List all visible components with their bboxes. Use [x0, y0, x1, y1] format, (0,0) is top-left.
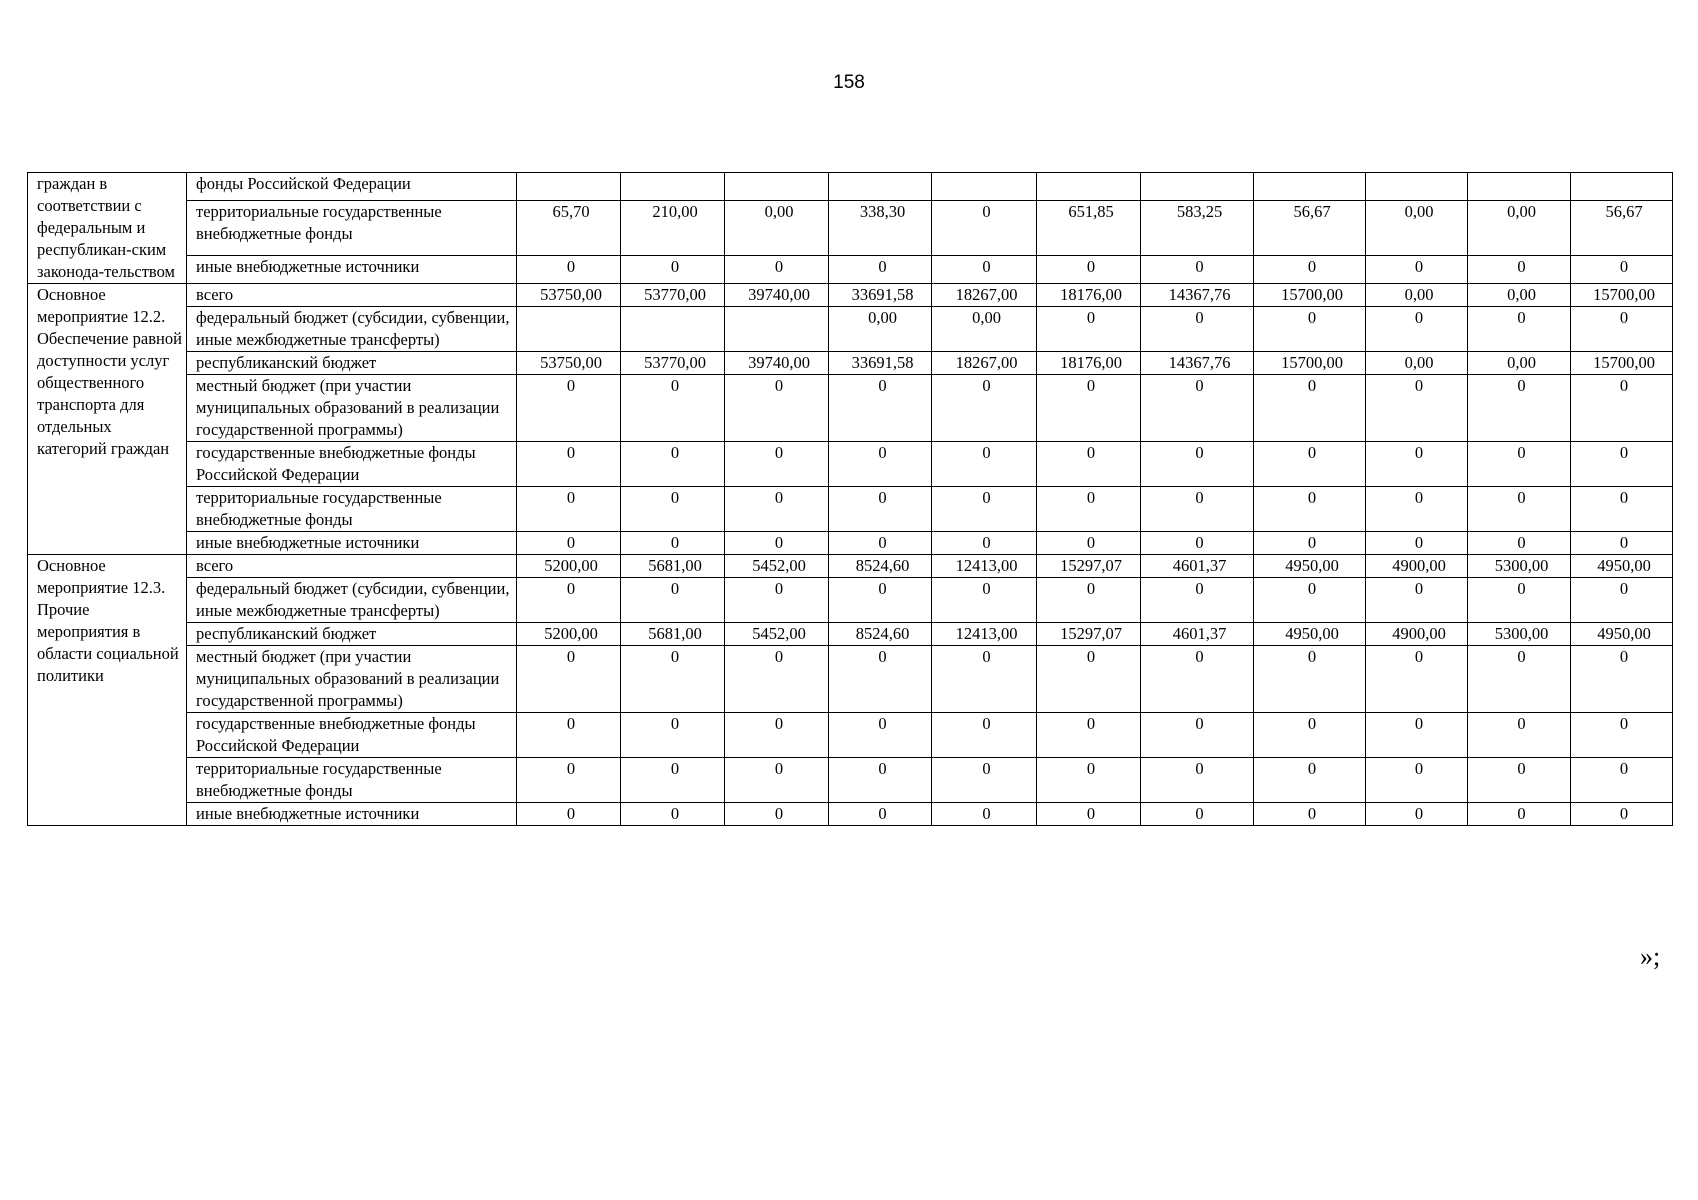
amount-cell: 0 — [1037, 578, 1141, 623]
amount-cell: 4900,00 — [1366, 623, 1468, 646]
amount-cell: 0 — [725, 487, 829, 532]
amount-cell: 5300,00 — [1468, 555, 1571, 578]
amount-cell: 0 — [1141, 578, 1254, 623]
amount-cell: 0 — [1468, 758, 1571, 803]
amount-cell: 0 — [1571, 713, 1673, 758]
amount-cell: 0 — [725, 758, 829, 803]
amount-cell: 15297,07 — [1037, 555, 1141, 578]
amount-cell: 0,00 — [1468, 352, 1571, 375]
amount-cell: 0 — [1366, 307, 1468, 352]
amount-cell: 18267,00 — [932, 352, 1037, 375]
amount-cell: 0 — [1037, 375, 1141, 442]
amount-cell: 5200,00 — [517, 555, 621, 578]
amount-cell: 0 — [1366, 713, 1468, 758]
table-row — [28, 201, 1673, 256]
amount-cell: 0 — [725, 803, 829, 826]
amount-cell: 0 — [1141, 442, 1254, 487]
funding-source-cell: республиканский бюджет — [187, 623, 517, 646]
amount-cell: 0 — [725, 255, 829, 283]
funding-source-cell: всего — [187, 555, 517, 578]
amount-cell: 0 — [517, 375, 621, 442]
amount-cell: 39740,00 — [725, 352, 829, 375]
funding-source-cell: государственные внебюджетные фонды Российской Федерации — [187, 442, 517, 487]
amount-cell: 0 — [517, 646, 621, 713]
funding-source-cell: иные внебюджетные источники — [187, 532, 517, 555]
amount-cell — [621, 173, 725, 201]
funding-source-cell: местный бюджет (при участии муниципальных образований в реализации государственной программы) — [187, 375, 517, 442]
amount-cell: 15700,00 — [1254, 352, 1366, 375]
amount-cell: 0 — [932, 646, 1037, 713]
amount-cell: 15700,00 — [1571, 352, 1673, 375]
amount-cell: 0 — [1468, 578, 1571, 623]
amount-cell — [1141, 173, 1254, 201]
amount-cell: 0 — [1254, 578, 1366, 623]
amount-cell: 15700,00 — [1254, 284, 1366, 307]
amount-cell: 0 — [621, 646, 725, 713]
amount-cell — [1571, 173, 1673, 201]
amount-cell: 15297,07 — [1037, 623, 1141, 646]
table-row — [28, 646, 1673, 713]
amount-cell: 0 — [517, 442, 621, 487]
amount-cell: 8524,60 — [829, 623, 932, 646]
amount-cell: 0 — [1141, 375, 1254, 442]
funding-source-cell: территориальные государственные внебюджетные фонды — [187, 487, 517, 532]
amount-cell: 338,30 — [829, 201, 932, 256]
amount-cell: 4950,00 — [1571, 555, 1673, 578]
funding-source-cell: территориальные государственные внебюджетные фонды — [187, 758, 517, 803]
amount-cell: 5300,00 — [1468, 623, 1571, 646]
amount-cell: 4900,00 — [1366, 555, 1468, 578]
amount-cell: 0 — [1571, 307, 1673, 352]
table-row — [28, 442, 1673, 487]
funding-source-cell: федеральный бюджет (субсидии, субвенции, иные межбюджетные трансферты) — [187, 307, 517, 352]
amount-cell: 0 — [829, 442, 932, 487]
amount-cell: 0 — [1571, 803, 1673, 826]
amount-cell: 0 — [1141, 532, 1254, 555]
amount-cell: 0 — [621, 255, 725, 283]
amount-cell: 0 — [1571, 255, 1673, 283]
amount-cell: 0 — [1571, 487, 1673, 532]
amount-cell: 0 — [517, 713, 621, 758]
amount-cell: 0 — [1141, 803, 1254, 826]
amount-cell: 0 — [1037, 758, 1141, 803]
amount-cell: 0,00 — [725, 201, 829, 256]
funding-source-cell: иные внебюджетные источники — [187, 255, 517, 283]
amount-cell: 12413,00 — [932, 555, 1037, 578]
amount-cell: 39740,00 — [725, 284, 829, 307]
amount-cell: 0 — [621, 578, 725, 623]
amount-cell: 0 — [1037, 532, 1141, 555]
amount-cell: 0 — [1571, 578, 1673, 623]
amount-cell: 65,70 — [517, 201, 621, 256]
closing-quote-mark: »; — [1640, 942, 1661, 971]
amount-cell: 0 — [829, 646, 932, 713]
amount-cell: 0 — [932, 578, 1037, 623]
amount-cell: 0,00 — [1366, 284, 1468, 307]
amount-cell: 0 — [621, 442, 725, 487]
amount-cell: 0 — [1571, 375, 1673, 442]
funding-source-cell: государственные внебюджетные фонды Российской Федерации — [187, 713, 517, 758]
amount-cell: 0 — [1254, 487, 1366, 532]
amount-cell — [621, 307, 725, 352]
amount-cell: 0 — [1141, 646, 1254, 713]
amount-cell: 0 — [621, 375, 725, 442]
amount-cell: 0 — [517, 803, 621, 826]
amount-cell — [725, 173, 829, 201]
amount-cell: 0 — [829, 375, 932, 442]
amount-cell: 0 — [1468, 375, 1571, 442]
table-row — [28, 713, 1673, 758]
amount-cell: 0 — [1366, 646, 1468, 713]
table-row — [28, 532, 1673, 555]
amount-cell: 0 — [517, 487, 621, 532]
amount-cell: 0 — [1254, 803, 1366, 826]
amount-cell: 4950,00 — [1254, 555, 1366, 578]
amount-cell: 0 — [1254, 442, 1366, 487]
amount-cell: 0 — [621, 758, 725, 803]
amount-cell: 18267,00 — [932, 284, 1037, 307]
amount-cell: 5452,00 — [725, 555, 829, 578]
amount-cell — [517, 173, 621, 201]
table-row — [28, 307, 1673, 352]
amount-cell: 0 — [517, 255, 621, 283]
amount-cell: 0 — [1366, 442, 1468, 487]
funding-source-cell: фонды Российской Федерации — [187, 173, 517, 201]
amount-cell: 0 — [932, 803, 1037, 826]
amount-cell: 0 — [1366, 803, 1468, 826]
measure-label-cell: граждан в соответствии с федеральным и республикан-ским законода-тельством — [28, 173, 187, 284]
amount-cell: 14367,76 — [1141, 284, 1254, 307]
amount-cell: 0 — [932, 375, 1037, 442]
amount-cell — [1037, 173, 1141, 201]
funding-source-cell: федеральный бюджет (субсидии, субвенции, иные межбюджетные трансферты) — [187, 578, 517, 623]
amount-cell: 0 — [1141, 307, 1254, 352]
amount-cell: 0 — [932, 487, 1037, 532]
amount-cell: 0,00 — [1366, 201, 1468, 256]
amount-cell: 0 — [725, 375, 829, 442]
amount-cell: 56,67 — [1254, 201, 1366, 256]
amount-cell: 0 — [1468, 803, 1571, 826]
amount-cell: 0 — [932, 201, 1037, 256]
table-row — [28, 255, 1673, 283]
amount-cell: 0 — [1254, 375, 1366, 442]
amount-cell: 0 — [1468, 442, 1571, 487]
amount-cell — [1468, 173, 1571, 201]
amount-cell: 14367,76 — [1141, 352, 1254, 375]
amount-cell: 0 — [1141, 487, 1254, 532]
amount-cell: 0 — [621, 803, 725, 826]
amount-cell: 0,00 — [1468, 201, 1571, 256]
amount-cell: 0 — [829, 487, 932, 532]
amount-cell: 0 — [1254, 646, 1366, 713]
amount-cell: 0 — [1468, 487, 1571, 532]
amount-cell — [829, 173, 932, 201]
amount-cell: 0 — [1254, 532, 1366, 555]
table-row — [28, 284, 1673, 307]
amount-cell: 0 — [1037, 803, 1141, 826]
amount-cell: 0 — [1037, 442, 1141, 487]
funding-source-cell: республиканский бюджет — [187, 352, 517, 375]
amount-cell: 56,67 — [1571, 201, 1673, 256]
amount-cell: 0,00 — [1366, 352, 1468, 375]
amount-cell: 5200,00 — [517, 623, 621, 646]
amount-cell: 0 — [1366, 375, 1468, 442]
funding-table — [27, 172, 1673, 826]
amount-cell: 0 — [517, 532, 621, 555]
amount-cell: 4601,37 — [1141, 555, 1254, 578]
amount-cell: 0 — [1037, 646, 1141, 713]
amount-cell: 0 — [932, 442, 1037, 487]
table-row — [28, 352, 1673, 375]
amount-cell: 0,00 — [1468, 284, 1571, 307]
amount-cell: 0 — [1468, 255, 1571, 283]
table-row — [28, 758, 1673, 803]
amount-cell: 651,85 — [1037, 201, 1141, 256]
funding-source-cell: местный бюджет (при участии муниципальных образований в реализации государственной программы) — [187, 646, 517, 713]
funding-source-cell: территориальные государственные внебюджетные фонды — [187, 201, 517, 256]
amount-cell: 0 — [725, 442, 829, 487]
amount-cell: 8524,60 — [829, 555, 932, 578]
amount-cell: 0 — [1366, 487, 1468, 532]
amount-cell: 583,25 — [1141, 201, 1254, 256]
table-row — [28, 375, 1673, 442]
amount-cell: 0 — [1141, 713, 1254, 758]
amount-cell: 0 — [1366, 255, 1468, 283]
amount-cell: 0 — [829, 803, 932, 826]
amount-cell: 0 — [621, 487, 725, 532]
amount-cell: 4601,37 — [1141, 623, 1254, 646]
funding-source-cell: иные внебюджетные источники — [187, 803, 517, 826]
amount-cell: 0 — [517, 578, 621, 623]
amount-cell: 0 — [1037, 713, 1141, 758]
amount-cell: 0 — [932, 758, 1037, 803]
table-row — [28, 623, 1673, 646]
amount-cell: 0 — [517, 758, 621, 803]
measure-label-cell: Основное мероприятие 12.3. Прочие мероприятия в области социальной политики — [28, 555, 187, 826]
amount-cell: 0 — [829, 713, 932, 758]
amount-cell: 5681,00 — [621, 623, 725, 646]
amount-cell: 4950,00 — [1571, 623, 1673, 646]
amount-cell: 0 — [1571, 758, 1673, 803]
amount-cell: 5452,00 — [725, 623, 829, 646]
amount-cell: 53770,00 — [621, 352, 725, 375]
amount-cell: 210,00 — [621, 201, 725, 256]
amount-cell: 0 — [1366, 578, 1468, 623]
amount-cell: 0 — [1254, 713, 1366, 758]
amount-cell: 33691,58 — [829, 284, 932, 307]
amount-cell: 5681,00 — [621, 555, 725, 578]
measure-label-cell: Основное мероприятие 12.2. Обеспечение равной доступности услуг общественного транспорта для отдельных категорий граждан — [28, 284, 187, 555]
amount-cell — [1254, 173, 1366, 201]
amount-cell: 0 — [1571, 442, 1673, 487]
amount-cell: 53770,00 — [621, 284, 725, 307]
amount-cell: 0 — [725, 713, 829, 758]
amount-cell: 0 — [932, 255, 1037, 283]
amount-cell: 0 — [829, 532, 932, 555]
amount-cell: 0 — [1037, 255, 1141, 283]
amount-cell: 18176,00 — [1037, 352, 1141, 375]
table-row — [28, 487, 1673, 532]
table-row — [28, 803, 1673, 826]
amount-cell: 0 — [725, 646, 829, 713]
amount-cell: 4950,00 — [1254, 623, 1366, 646]
amount-cell: 0 — [932, 713, 1037, 758]
amount-cell: 0 — [725, 578, 829, 623]
amount-cell: 0 — [932, 532, 1037, 555]
amount-cell: 0 — [1254, 758, 1366, 803]
amount-cell: 18176,00 — [1037, 284, 1141, 307]
amount-cell: 0 — [1037, 487, 1141, 532]
amount-cell: 0 — [621, 532, 725, 555]
amount-cell — [725, 307, 829, 352]
amount-cell: 0 — [1366, 532, 1468, 555]
table-row — [28, 555, 1673, 578]
amount-cell: 0 — [1254, 255, 1366, 283]
amount-cell: 0 — [621, 713, 725, 758]
amount-cell: 0 — [1366, 758, 1468, 803]
amount-cell: 0 — [1141, 758, 1254, 803]
amount-cell — [932, 173, 1037, 201]
amount-cell: 0 — [1141, 255, 1254, 283]
amount-cell: 0 — [1254, 307, 1366, 352]
amount-cell — [517, 307, 621, 352]
amount-cell: 0 — [1468, 532, 1571, 555]
amount-cell: 0 — [1468, 307, 1571, 352]
amount-cell: 0 — [829, 758, 932, 803]
amount-cell: 0 — [725, 532, 829, 555]
page-number: 158 — [833, 72, 865, 93]
amount-cell: 0 — [1037, 307, 1141, 352]
amount-cell: 0,00 — [829, 307, 932, 352]
table-row — [28, 173, 1673, 201]
amount-cell: 0 — [1468, 646, 1571, 713]
amount-cell: 0 — [829, 255, 932, 283]
table-row — [28, 578, 1673, 623]
amount-cell: 12413,00 — [932, 623, 1037, 646]
amount-cell: 33691,58 — [829, 352, 932, 375]
amount-cell: 0 — [829, 578, 932, 623]
amount-cell: 0 — [1571, 646, 1673, 713]
funding-source-cell: всего — [187, 284, 517, 307]
amount-cell: 53750,00 — [517, 352, 621, 375]
amount-cell: 53750,00 — [517, 284, 621, 307]
funding-table-body — [28, 173, 1673, 826]
amount-cell: 15700,00 — [1571, 284, 1673, 307]
amount-cell: 0 — [1468, 713, 1571, 758]
amount-cell: 0,00 — [932, 307, 1037, 352]
amount-cell: 0 — [1571, 532, 1673, 555]
amount-cell — [1366, 173, 1468, 201]
